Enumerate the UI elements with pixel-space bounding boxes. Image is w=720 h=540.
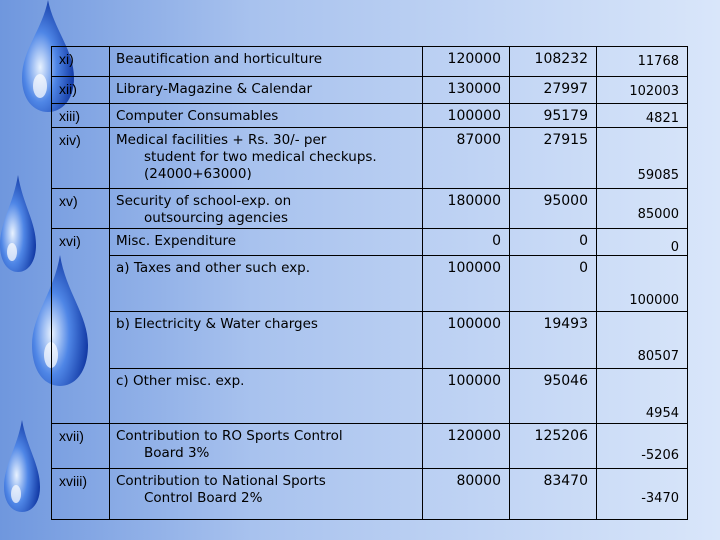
row-number-text: xviii) — [59, 473, 87, 489]
row-number-text: xvii) — [59, 428, 84, 444]
expenditure-value: 108232 — [534, 51, 588, 67]
item-cell — [110, 128, 423, 189]
item-line: Contribution to National Sports — [116, 473, 326, 489]
row-number-text: xv) — [59, 193, 78, 209]
table-row — [52, 77, 688, 104]
balance-value: 100000 — [629, 293, 679, 308]
item-cell — [110, 369, 423, 424]
drop-2 — [0, 175, 36, 272]
sanctioned-cell — [423, 229, 510, 256]
item-text — [110, 424, 422, 462]
balance-cell — [597, 312, 688, 369]
balance-cell — [597, 229, 688, 256]
balance-cell — [597, 469, 688, 520]
expenditure-value: 27915 — [543, 132, 588, 148]
expenditure-cell — [510, 47, 597, 77]
balance-value: 80507 — [637, 349, 679, 364]
expenditure-cell — [510, 229, 597, 256]
expenditure-value: 95000 — [543, 193, 588, 209]
expenditure-value: 95046 — [543, 373, 588, 389]
table-row — [52, 104, 688, 128]
expenditure-value: 95179 — [543, 108, 588, 124]
balance-cell — [597, 256, 688, 312]
row-number-text: xvi) — [59, 233, 81, 249]
item-text: a) Taxes and other such exp. — [116, 260, 311, 276]
sanctioned-cell — [423, 189, 510, 229]
expenditure-value: 83470 — [543, 473, 588, 489]
expenditure-cell — [510, 128, 597, 189]
balance-cell — [597, 189, 688, 229]
balance-value: 102003 — [629, 84, 679, 99]
table-row — [52, 47, 688, 77]
table-row — [52, 369, 688, 424]
item-line: Security of school-exp. on — [116, 193, 292, 209]
row-number — [52, 469, 110, 520]
sanctioned-cell — [423, 104, 510, 128]
item-cell — [110, 424, 423, 469]
sanctioned-value: 87000 — [456, 132, 501, 148]
item-cell — [110, 104, 423, 128]
item-cell — [110, 189, 423, 229]
item-cell — [110, 312, 423, 369]
table-row — [52, 189, 688, 229]
balance-cell — [597, 47, 688, 77]
row-number-text: xii) — [59, 81, 77, 97]
item-text — [110, 189, 422, 227]
balance-value: 85000 — [637, 207, 679, 222]
row-number-text: xi) — [59, 51, 74, 67]
row-number — [52, 47, 110, 77]
balance-cell — [597, 369, 688, 424]
row-number-text: xiv) — [59, 132, 81, 148]
item-cell — [110, 469, 423, 520]
table-row — [52, 128, 688, 189]
expenditure-value: 19493 — [543, 316, 588, 332]
item-cell — [110, 256, 423, 312]
expenditure-cell — [510, 369, 597, 424]
expenditure-value: 125206 — [534, 428, 588, 444]
balance-cell — [597, 128, 688, 189]
balance-value: -5206 — [641, 448, 679, 463]
item-continuation: Board 3% — [144, 445, 210, 461]
sanctioned-value: 180000 — [447, 193, 501, 209]
sanctioned-cell — [423, 424, 510, 469]
expenditure-cell — [510, 469, 597, 520]
sanctioned-value: 120000 — [447, 428, 501, 444]
balance-value: -3470 — [641, 491, 679, 506]
balance-cell — [597, 104, 688, 128]
item-text — [110, 128, 422, 183]
sanctioned-value: 120000 — [447, 51, 501, 67]
expenditure-cell — [510, 189, 597, 229]
row-number — [52, 104, 110, 128]
item-continuation: student for two medical checkups.(24000+63000) — [144, 149, 377, 182]
drop-4 — [4, 420, 40, 512]
budget-table — [51, 46, 688, 520]
balance-value: 0 — [670, 240, 679, 255]
item-text: Misc. Expenditure — [116, 233, 237, 249]
sanctioned-value: 100000 — [447, 260, 501, 276]
expenditure-cell — [510, 77, 597, 104]
item-continuation: outsourcing agencies — [144, 210, 289, 226]
table-row — [52, 424, 688, 469]
row-number — [52, 189, 110, 229]
item-line: Medical facilities + Rs. 30/- per — [116, 132, 327, 148]
balance-value: 59085 — [637, 168, 679, 183]
balance-cell — [597, 424, 688, 469]
balance-value: 4954 — [645, 406, 679, 421]
expenditure-value: 27997 — [543, 81, 588, 97]
sanctioned-cell — [423, 77, 510, 104]
sanctioned-value: 80000 — [456, 473, 501, 489]
item-line: Contribution to RO Sports Control — [116, 428, 343, 444]
sanctioned-value: 100000 — [447, 316, 501, 332]
row-number — [52, 424, 110, 469]
item-text: Beautification and horticulture — [116, 51, 323, 67]
sanctioned-cell — [423, 128, 510, 189]
row-number-text: xiii) — [59, 108, 80, 124]
sanctioned-value: 100000 — [447, 373, 501, 389]
expenditure-value: 0 — [579, 233, 588, 249]
sanctioned-cell — [423, 369, 510, 424]
sanctioned-cell — [423, 256, 510, 312]
item-cell — [110, 77, 423, 104]
table-row — [52, 312, 688, 369]
balance-cell — [597, 77, 688, 104]
row-number — [52, 128, 110, 189]
row-number — [52, 229, 110, 424]
table-row — [52, 229, 688, 256]
item-text: c) Other misc. exp. — [116, 373, 245, 389]
item-text — [110, 469, 422, 507]
sanctioned-value: 100000 — [447, 108, 501, 124]
expenditure-cell — [510, 104, 597, 128]
expenditure-cell — [510, 424, 597, 469]
item-text: Computer Consumables — [116, 108, 279, 124]
item-continuation: Control Board 2% — [144, 490, 263, 506]
balance-value: 4821 — [645, 111, 679, 126]
item-text: b) Electricity & Water charges — [116, 316, 318, 332]
sanctioned-cell — [423, 47, 510, 77]
sanctioned-value: 0 — [492, 233, 501, 249]
item-cell — [110, 47, 423, 77]
item-cell — [110, 229, 423, 256]
sanctioned-value: 130000 — [447, 81, 501, 97]
sanctioned-cell — [423, 312, 510, 369]
table-row — [52, 469, 688, 520]
table-row — [52, 256, 688, 312]
sanctioned-cell — [423, 469, 510, 520]
expenditure-value: 0 — [579, 260, 588, 276]
item-text: Library-Magazine & Calendar — [116, 81, 313, 97]
expenditure-cell — [510, 312, 597, 369]
row-number — [52, 77, 110, 104]
balance-value: 11768 — [637, 54, 679, 69]
expenditure-cell — [510, 256, 597, 312]
